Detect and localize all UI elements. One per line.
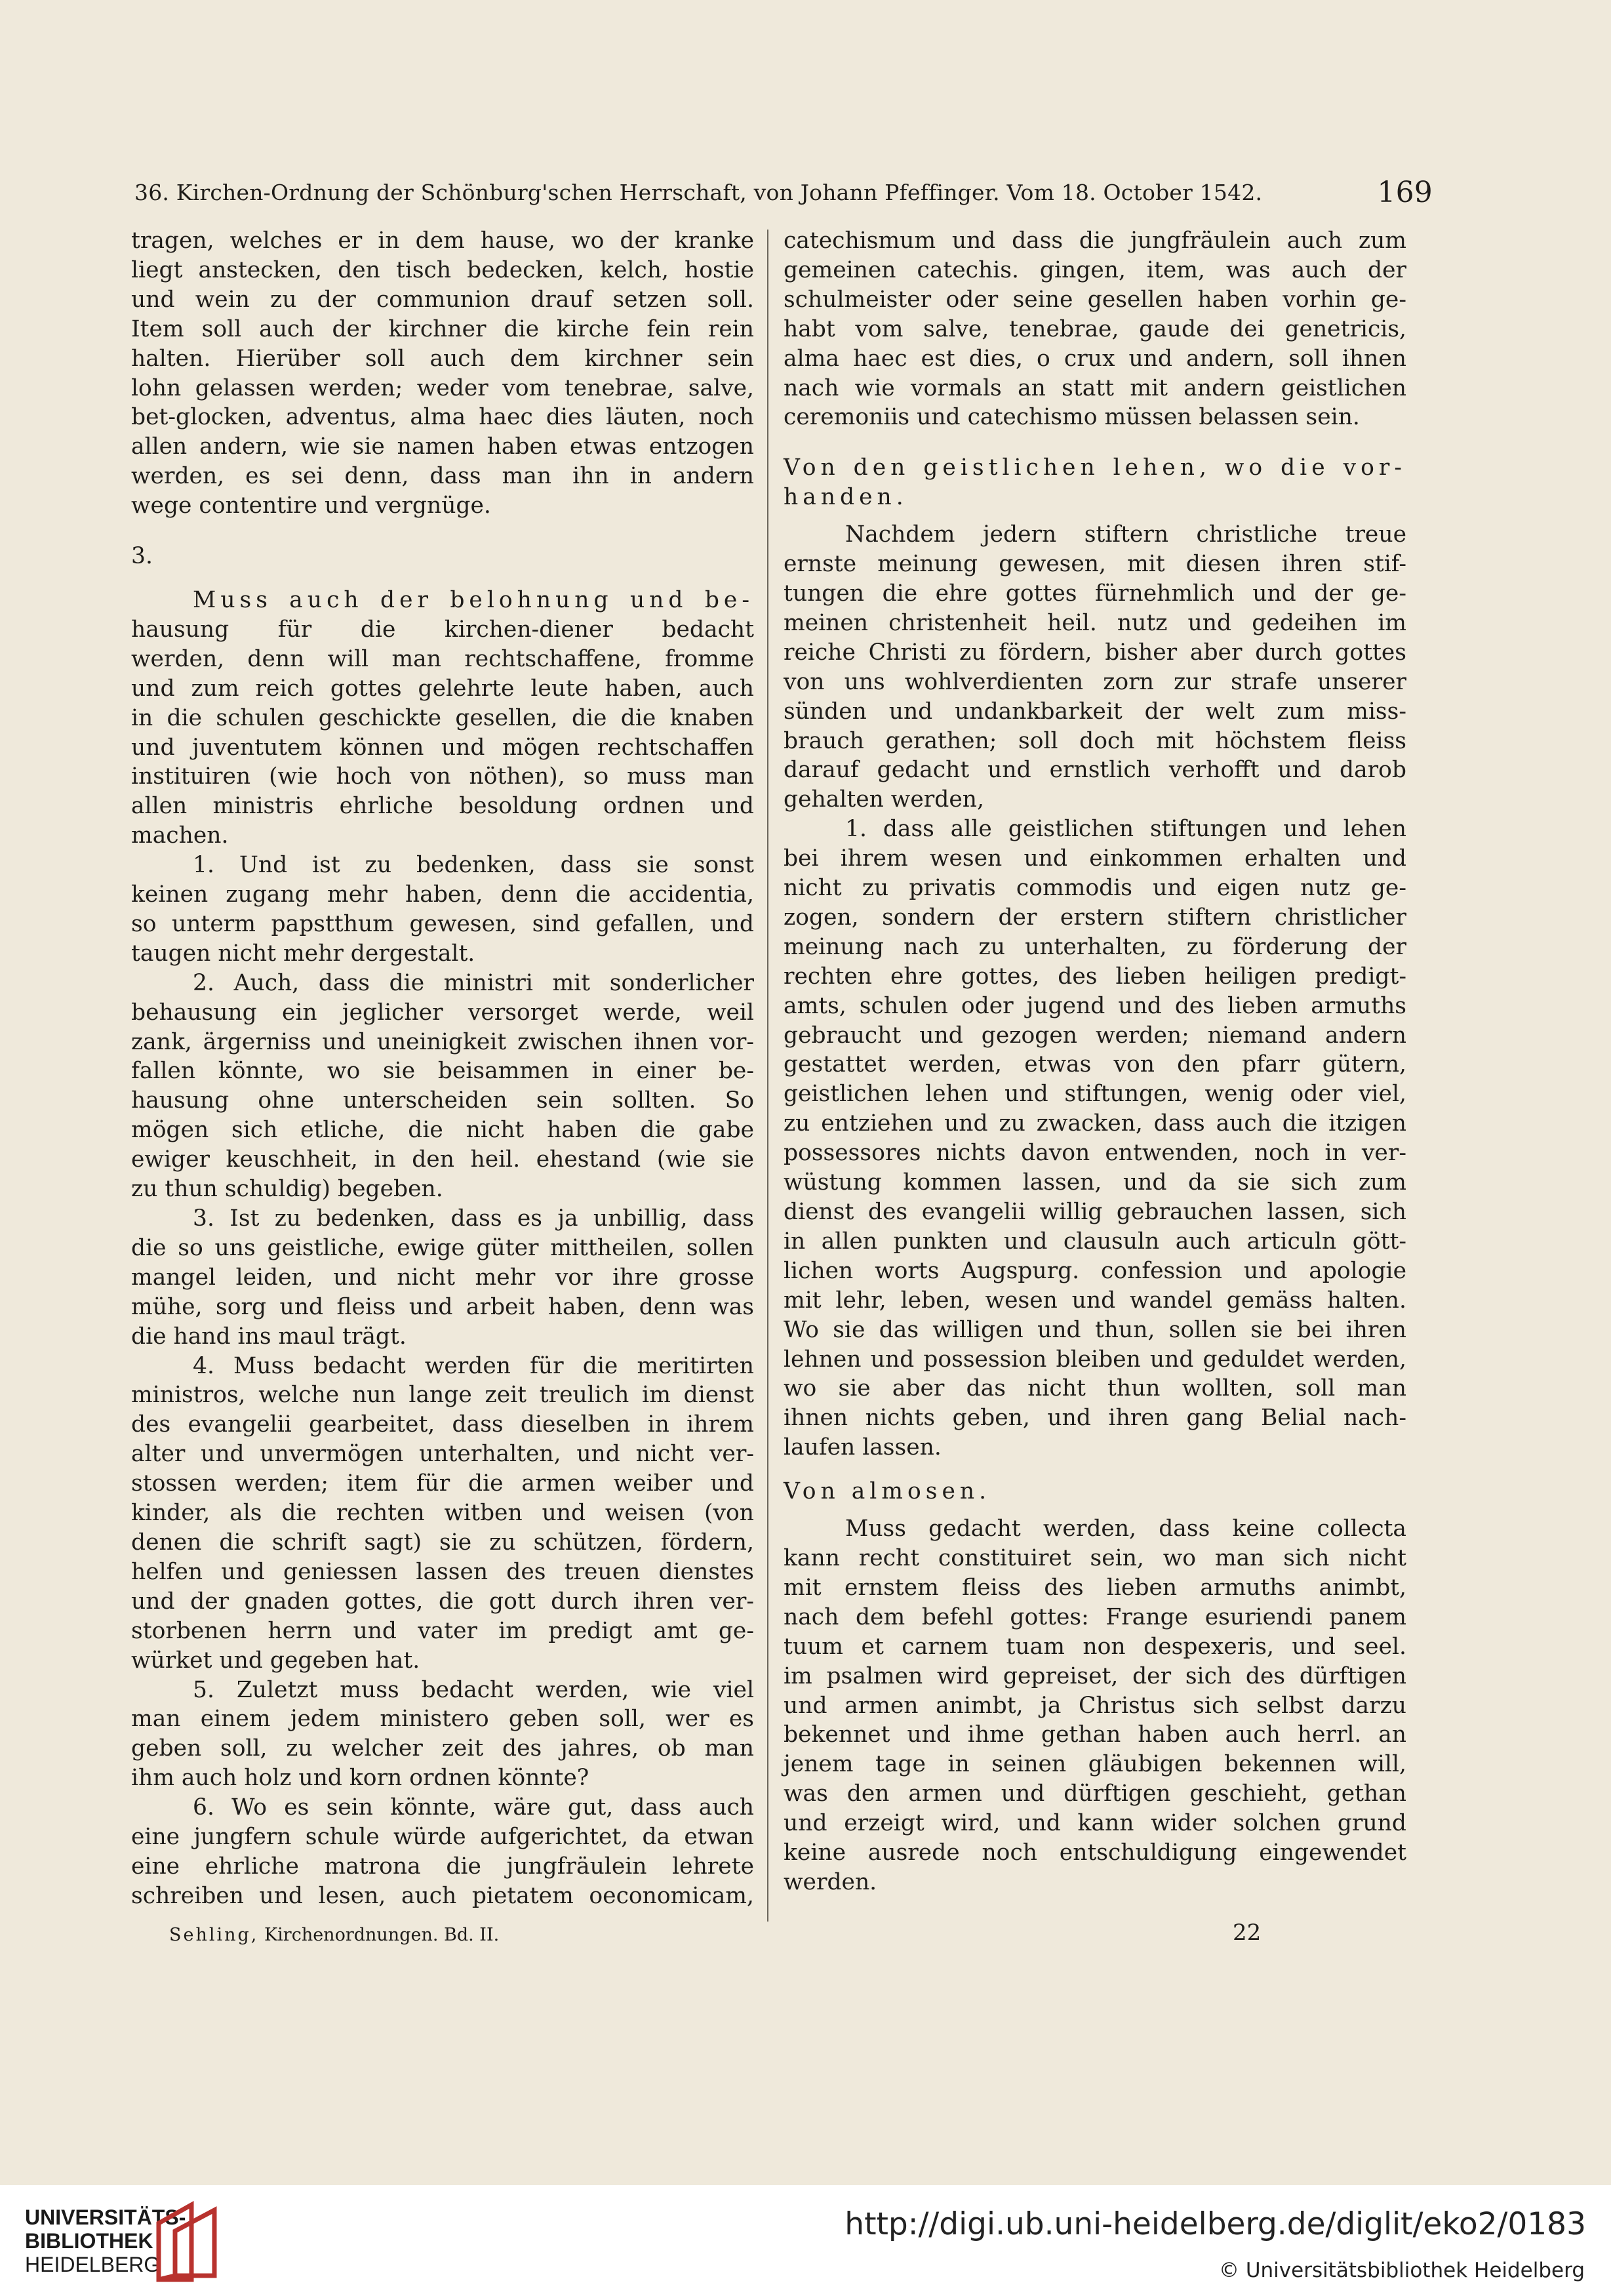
text-line: instituiren (wie hoch von nöthen), so muss man — [131, 763, 754, 790]
text-line: lohn gelassen werden; weder vom tenebrae, salve, — [131, 374, 754, 401]
text-line: werden. — [784, 1868, 877, 1895]
text-line: handen. — [784, 484, 908, 511]
text-line: die hand ins maul trägt. — [131, 1323, 407, 1350]
text-line: machen. — [131, 822, 229, 849]
text-line: mangel leiden, und nicht mehr vor ihre grosse — [131, 1264, 754, 1291]
text-line: Muss auch der belohnung und be- — [193, 586, 754, 613]
text-line: schulmeister oder seine gesellen haben vorhin ge- — [784, 286, 1406, 313]
text-line: ceremoniis und catechismo müssen belassen sein. — [784, 404, 1360, 431]
text-line: werden, denn will man rechtschaffene, fromme — [131, 645, 754, 672]
text-line: laufen lassen. — [784, 1434, 942, 1461]
text-line: tungen die ehre gottes fürnehmlich und der ge- — [784, 580, 1406, 607]
text-line: eine jungfern schule würde aufgerichtet, da etwan — [131, 1824, 754, 1851]
text-line: allen ministris ehrliche besoldung ordnen und — [131, 793, 754, 820]
footer-author: Sehling, — [169, 1925, 259, 1945]
paragraph-item-4 — [131, 1352, 754, 1676]
text-line: amts, schulen oder jugend und des lieben armuths — [784, 992, 1406, 1019]
text-line: zogen, sondern der erstern stiftern christlicher — [784, 904, 1406, 931]
column-divider — [767, 230, 768, 1922]
footer-work: Kirchenordnungen. Bd. II. — [264, 1925, 500, 1945]
text-line: gebraucht und gezogen werden; niemand andern — [784, 1022, 1406, 1049]
sheet-signature: 22 — [1233, 1920, 1262, 1946]
text-line: nicht zu privatis commodis und eigen nutz ge- — [784, 875, 1406, 902]
text-line: was den armen und dürftigen geschieht, gethan — [784, 1781, 1406, 1807]
text-line: und armen animbt, ja Christus sich selbst darzu — [784, 1692, 1406, 1719]
text-line: darauf gedacht und ernstlich verhofft und darob — [784, 757, 1406, 784]
running-title: 36. Kirchen-Ordnung der Schönburg'schen Herrschaft, von Johann Pfeffinger. Vom 18. October 1542. — [134, 180, 1263, 205]
text-line: bekennet und ihme gethan haben auch herrl. an — [784, 1722, 1406, 1748]
text-line: tragen, welches er in dem hause, wo der kranke — [131, 228, 754, 254]
text-line: und der gnaden gottes, die gott durch ihren ver- — [131, 1588, 754, 1615]
text-line: im psalmen wird gepreiset, der sich des dürftigen — [784, 1662, 1406, 1689]
text-line: possessores nichts davon entwenden, noch in ver- — [784, 1140, 1406, 1167]
text-line: 1. dass alle geistlichen stiftungen und lehen — [845, 816, 1406, 843]
text-line: man einem jedem ministero geben soll, wer es — [131, 1706, 754, 1733]
text-line: geistlichen lehen und stiftungen, wenig oder viel, — [784, 1081, 1406, 1108]
text-line: behausung ein jeglicher versorget werde, weil — [131, 999, 754, 1026]
paragraph-item-3 — [131, 1204, 754, 1352]
text-line: und zum reich gottes gelehrte leute haben, auch — [131, 675, 754, 702]
right-column — [784, 226, 1406, 1897]
text-line: gehalten werden, — [784, 786, 984, 813]
text-line: und erzeigt wird, und kann wider solchen grund — [784, 1810, 1406, 1837]
text-line: würket und gegeben hat. — [131, 1647, 420, 1674]
paragraph-item-5 — [131, 1676, 754, 1794]
text-line: mit lehr, leben, wesen und wandel gemäss halten. — [784, 1287, 1406, 1314]
text-line: brauch gerathen; soll doch mit höchstem fleiss — [784, 727, 1406, 754]
text-line: jenem tage in seinen gläubigen bekennen will, — [784, 1751, 1406, 1778]
text-line: wüstung kommen lassen, und da sie sich zum — [784, 1169, 1406, 1196]
text-line: so unterm papstthum gewesen, sind gefallen, und — [131, 910, 754, 937]
paragraph-item-6 — [131, 1793, 754, 1911]
text-line: 4. Muss bedacht werden für die meritirten — [193, 1352, 754, 1379]
copyright-notice: © Universitätsbibliothek Heidelberg — [1218, 2259, 1585, 2282]
text-line: sünden und undankbarkeit der welt zum miss- — [784, 698, 1406, 725]
text-line: tuum et carnem tuam non despexeris, und seel. — [784, 1633, 1406, 1660]
text-line: in die schulen geschickte gesellen, die die knaben — [131, 704, 754, 731]
logo-line-1: UNIVERSITÄTS- — [25, 2205, 186, 2229]
text-line: 5. Zuletzt muss bedacht werden, wie viel — [193, 1676, 754, 1703]
text-line: helfen und geniessen lassen des treuen dienstes — [131, 1558, 754, 1585]
text-line: wege contentire und vergnüge. — [131, 493, 491, 519]
text-line: ihnen nichts geben, und ihren gang Belial nach- — [784, 1405, 1406, 1432]
paragraph-lehen-1 — [784, 815, 1406, 1462]
text-line: keinen zugang mehr haben, denn die accidentia, — [131, 881, 754, 908]
permalink-url[interactable]: http://digi.ub.uni-heidelberg.de/diglit/eko2/0183 — [845, 2206, 1586, 2242]
text-line: Muss gedacht werden, dass keine collecta — [845, 1516, 1406, 1542]
text-line: allen andern, wie sie namen haben etwas entzogen — [131, 433, 754, 460]
section-number: 3. — [131, 543, 153, 570]
paragraph-intro — [131, 226, 754, 521]
page-footer — [169, 1925, 499, 1945]
text-line: habt vom salve, tenebrae, gaude dei genetricis, — [784, 315, 1406, 342]
text-line: geben soll, zu welcher zeit des jahres, ob man — [131, 1735, 754, 1762]
paragraph-nachdem — [784, 520, 1406, 815]
text-line: Wo sie das willigen und thun, sollen sie bei ihren — [784, 1316, 1406, 1343]
paragraph-item-2 — [131, 969, 754, 1204]
text-line: 2. Auch, dass die ministri mit sonderlicher — [193, 969, 754, 996]
text-line: ernste meinung gewesen, mit diesen ihren stif- — [784, 551, 1406, 578]
heading-almosen: Von almosen. — [784, 1478, 991, 1505]
text-line: ihm auch holz und korn ordnen könnte? — [131, 1765, 589, 1792]
text-line: hausung ohne unterscheiden sein sollten. So — [131, 1087, 754, 1114]
text-line: keine ausrede noch entschuldigung eingewendet — [784, 1840, 1406, 1866]
text-line: catechismum und dass die jungfräulein auch zum — [784, 228, 1406, 254]
text-line: taugen nicht mehr dergestalt. — [131, 940, 475, 967]
text-line: bet-glocken, adventus, alma haec dies läuten, noch — [131, 404, 754, 431]
text-line: lichen worts Augspurg. confession und apologie — [784, 1257, 1406, 1284]
text-line: ewiger keuschheit, in den heil. ehestand (wie sie — [131, 1146, 754, 1173]
text-line: kinder, als die rechten witben und weisen (von — [131, 1500, 754, 1527]
paragraph-muss-gedacht — [784, 1514, 1406, 1897]
text-line: liegt anstecken, den tisch bedecken, kelch, hostie — [131, 256, 754, 283]
library-logo-icon — [146, 2197, 231, 2287]
text-line: hausung für die kirchen-diener bedacht — [131, 616, 754, 643]
text-line: halten. Hierüber soll auch dem kirchner sein — [131, 345, 754, 372]
text-line: Item soll auch der kirchner die kirche fein rein — [131, 315, 754, 342]
text-line: eine ehrliche matrona die jungfräulein lehrete — [131, 1853, 754, 1880]
text-line: fallen könnte, wo sie beisammen in einer be- — [131, 1058, 754, 1085]
text-line: in allen punkten und clausuln auch articuln gött- — [784, 1228, 1406, 1255]
text-line: reiche Christi zu fördern, bisher aber durch gottes — [784, 639, 1406, 666]
text-line: lehnen und possession bleiben und geduldet werden, — [784, 1346, 1406, 1373]
text-line: zank, ärgerniss und uneinigkeit zwischen ihnen vor- — [131, 1028, 754, 1055]
text-line: nach wie vormals an statt mit andern geistlichen — [784, 374, 1406, 401]
text-line: meinen christenheit heil. nutz und gedeihen im — [784, 609, 1406, 636]
text-line: werden, es sei denn, dass man ihn in andern — [131, 463, 754, 490]
running-header — [134, 176, 1433, 215]
text-line: zu thun schuldig) begeben. — [131, 1176, 443, 1203]
text-line: dienst des evangelii willig gebrauchen lassen, sich — [784, 1199, 1406, 1225]
text-line: rechten ehre gottes, des lieben heiligen predigt- — [784, 963, 1406, 990]
text-line: Nachdem jedern stiftern christliche treue — [845, 521, 1406, 548]
text-line: nach dem befehl gottes: Frange esuriendi panem — [784, 1603, 1406, 1630]
text-line: ministros, welche nun lange zeit treulich im dienst — [131, 1382, 754, 1409]
paragraph-catechismum — [784, 226, 1406, 432]
text-line: 6. Wo es sein könnte, wäre gut, dass auch — [193, 1794, 754, 1821]
text-line: kann recht constituiret sein, wo man sich nicht — [784, 1544, 1406, 1571]
logo-line-2: BIBLIOTHEK — [25, 2229, 153, 2253]
text-line: des evangelii gearbeitet, dass dieselben in ihrem — [131, 1411, 754, 1438]
text-line: und juventutem können und mögen rechtschaffen — [131, 734, 754, 761]
text-line: meinung nach zu unterhalten, zu förderung der — [784, 933, 1406, 960]
text-line: bei ihrem wesen und einkommen erhalten und — [784, 845, 1406, 872]
text-line: die so uns geistliche, ewige güter mittheilen, sollen — [131, 1234, 754, 1261]
paragraph-item-1 — [131, 851, 754, 969]
text-line: schreiben und lesen, auch pietatem oeconomicam, — [131, 1882, 754, 1909]
text-line: mögen sich etliche, die nicht haben die gabe — [131, 1117, 754, 1144]
text-line: wo sie aber das nicht thun wollten, soll man — [784, 1375, 1406, 1402]
text-line: zu entziehen und zu zwacken, dass auch die itzigen — [784, 1110, 1406, 1137]
text-line: 1. Und ist zu bedenken, dass sie sonst — [193, 852, 754, 879]
text-line: und wein zu der communion drauf setzen soll. — [131, 286, 754, 313]
text-line: mit ernstem fleiss des lieben armuths animbt, — [784, 1574, 1406, 1601]
heading-geistliche-lehen — [784, 453, 1406, 512]
left-column — [131, 226, 754, 1911]
text-line: alter und unvermögen unterhalten, und nicht ver- — [131, 1441, 754, 1468]
text-line: von uns wohlverdienten zorn zur strafe unserer — [784, 668, 1406, 695]
text-line: mühe, sorg und fleiss und arbeit haben, denn was — [131, 1293, 754, 1320]
text-line: stossen werden; item für die armen weiber und — [131, 1470, 754, 1497]
text-line: Von den geistlichen lehen, wo die vor- — [784, 454, 1406, 481]
page-number: 169 — [1377, 176, 1433, 209]
text-line: gestattet werden, etwas von den pfarr gütern, — [784, 1051, 1406, 1078]
text-line: alma haec est dies, o crux und andern, soll ihnen — [784, 345, 1406, 372]
text-line: storbenen herrn und vater im predigt amt ge- — [131, 1617, 754, 1644]
text-line: 3. Ist zu bedenken, dass es ja unbillig, dass — [193, 1205, 754, 1232]
text-line: gemeinen catechis. gingen, item, was auch der — [784, 256, 1406, 283]
text-line: denen die schrift sagt) sie zu schützen, fördern, — [131, 1529, 754, 1556]
logo-line-3: HEIDELBERG — [25, 2253, 161, 2276]
paragraph-belohnung — [131, 586, 754, 851]
